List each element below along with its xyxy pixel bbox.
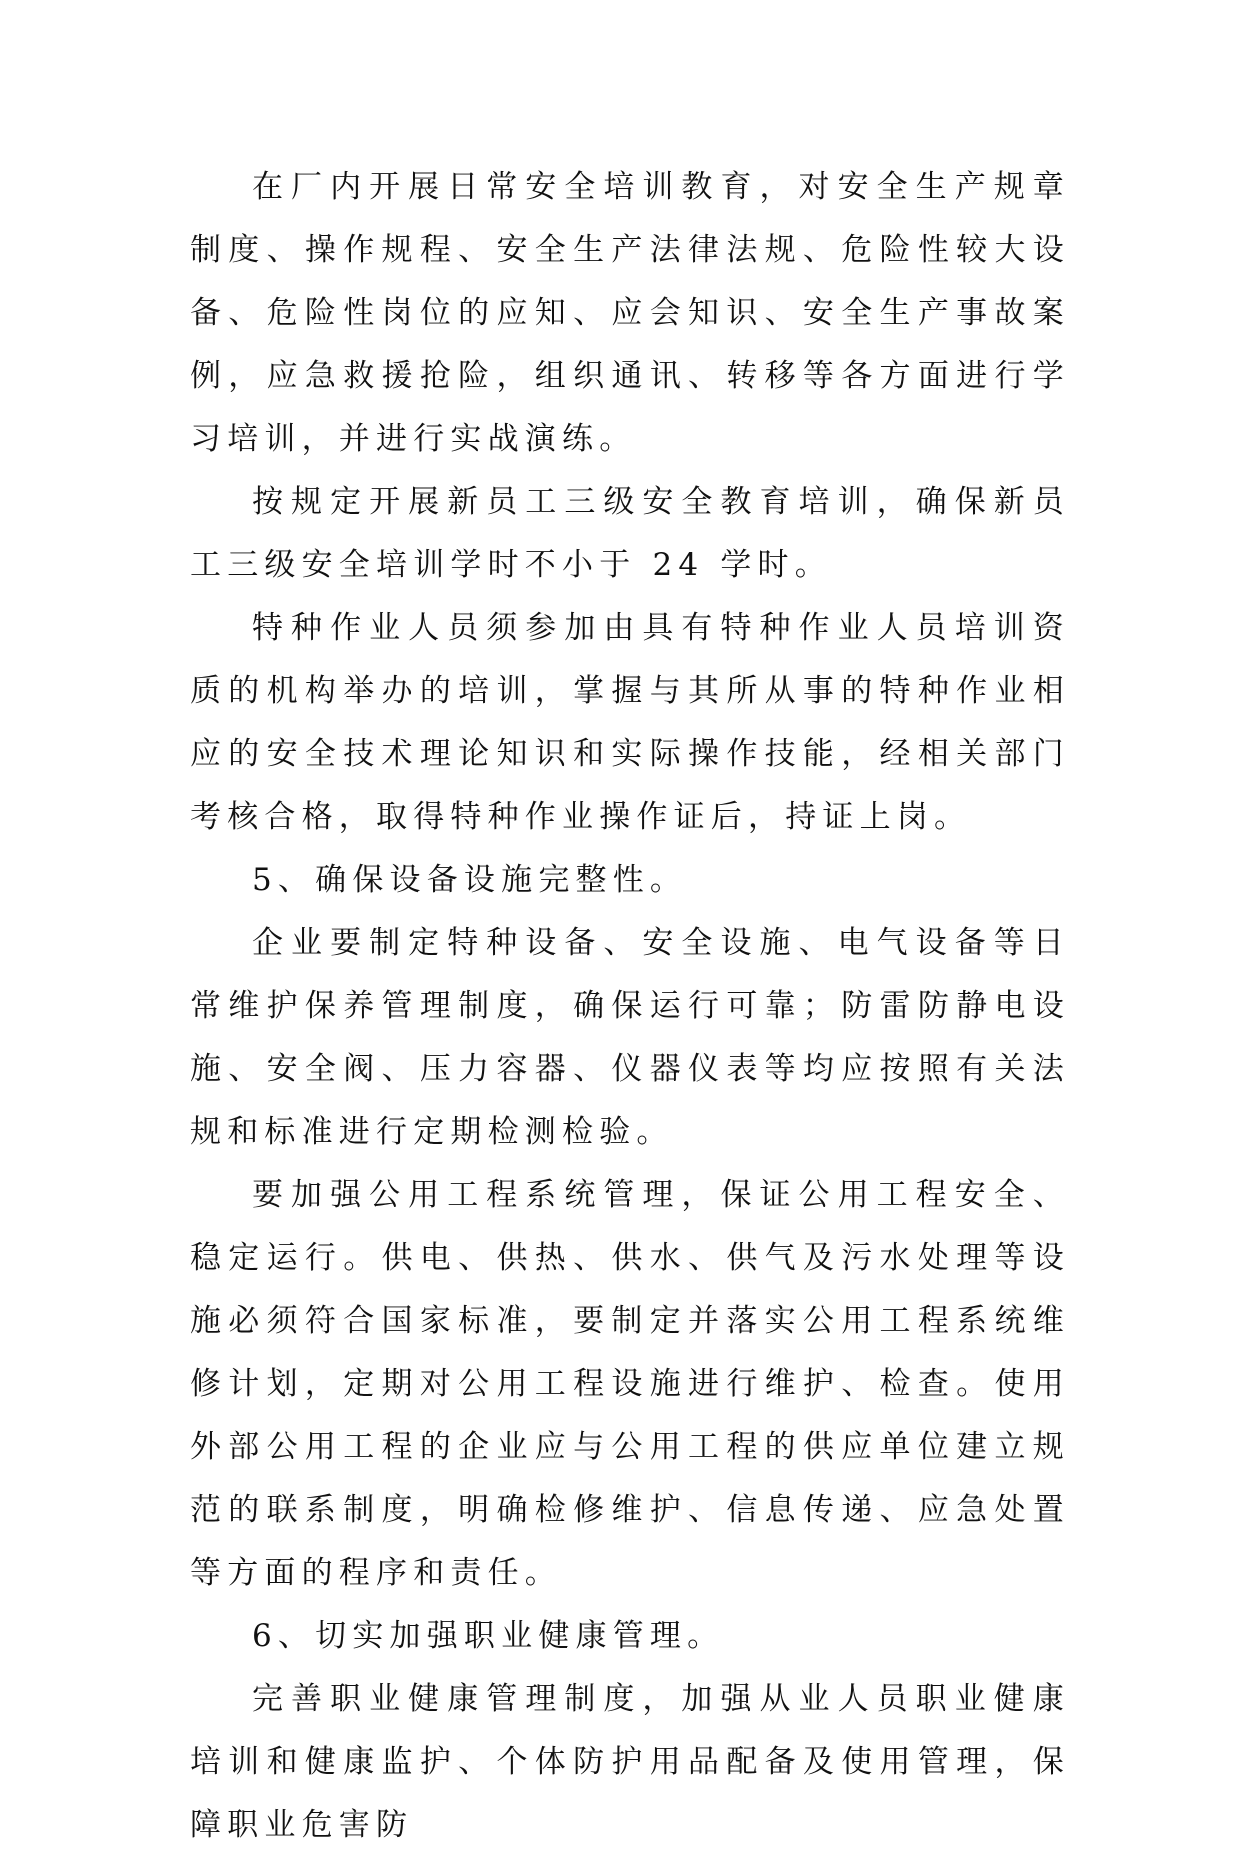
paragraph-occupational-health-system: 完善职业健康管理制度，加强从业人员职业健康培训和健康监护、个体防护用品配备及使用管理，保障职业危害防 [190,1681,1070,1843]
paragraph-public-works-management: 要加强公用工程系统管理，保证公用工程安全、稳定运行。供电、供热、供水、供气及污水处理等设施必须符合国家标准，要制定并落实公用工程系统维修计划，定期对公用工程设施进行维护、检查。使用外部公用工程的企业应与公用工程的供应单位建立规范的联系制度，明确检修维护、信息传递、应急处置等方面的程序和责任。 [190,1177,1070,1591]
paragraph-daily-safety-training: 在厂内开展日常安全培训教育，对安全生产规章制度、操作规程、安全生产法律法规、危险性较大设备、危险性岗位的应知、应会知识、安全生产事故案例，应急救援抢险，组织通讯、转移等各方面进行学习培训，并进行实战演练。 [190,169,1070,457]
section-heading-occupational-health: 6、切实加强职业健康管理。 [252,1618,725,1654]
document-body [190,156,1070,1857]
section-heading-equipment-integrity: 5、确保设备设施完整性。 [252,862,688,898]
paragraph-special-operations-training: 特种作业人员须参加由具有特种作业人员培训资质的机构举办的培训，掌握与其所从事的特种作业相应的安全技术理论知识和实际操作技能，经相关部门考核合格，取得特种作业操作证后，持证上岗。 [190,610,1070,835]
paragraph-equipment-maintenance: 企业要制定特种设备、安全设施、电气设备等日常维护保养管理制度，确保运行可靠；防雷防静电设施、安全阀、压力容器、仪器仪表等均应按照有关法规和标准进行定期检测检验。 [190,925,1070,1150]
paragraph-new-employee-training: 按规定开展新员工三级安全教育培训，确保新员工三级安全培训学时不小于 24 学时。 [190,484,1070,583]
